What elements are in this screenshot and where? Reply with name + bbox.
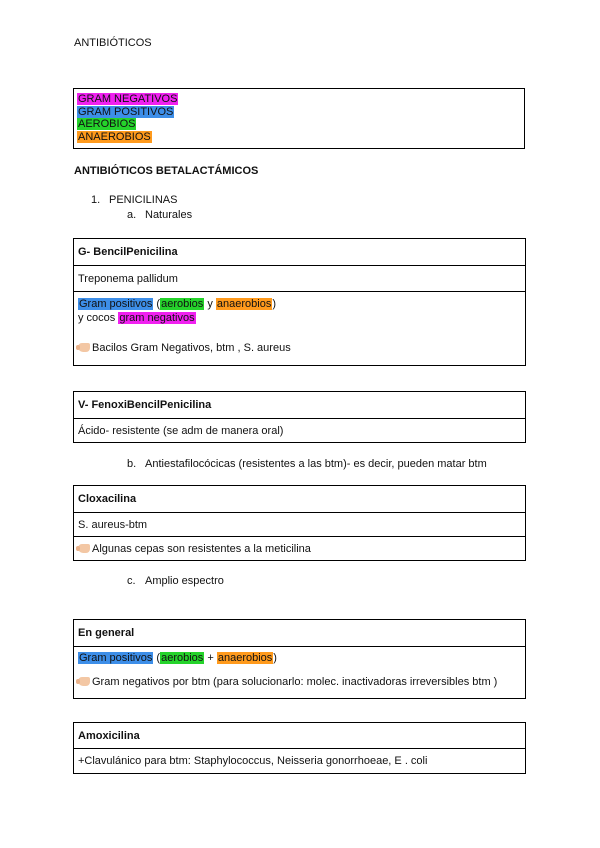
text: ( xyxy=(153,298,161,310)
list-label: Amplio espectro xyxy=(145,575,224,587)
list-letter: b. xyxy=(127,458,137,470)
note-text: Bacilos Gram Negativos, btm , S. aureus xyxy=(92,342,291,354)
legend-gram-positivos: GRAM POSITIVOS xyxy=(78,105,174,118)
legend-gram-negativos: GRAM NEGATIVOS xyxy=(78,93,178,105)
table-row: +Clavulánico para btm: Staphylococcus, Neisseria gonorrhoeae, E . coli xyxy=(74,748,525,773)
table-header: Cloxacilina xyxy=(78,493,137,505)
highlight-anaerobios: anaerobios xyxy=(216,298,272,310)
table-row xyxy=(74,536,525,560)
table-row: Treponema pallidum xyxy=(74,265,525,291)
list-label: Antiestafilocócicas (resistentes a las btm)- es decir, pueden matar btm xyxy=(145,458,487,470)
note-text: Algunas cepas son resistentes a la meticilina xyxy=(92,542,311,555)
list-item-naturales xyxy=(127,209,192,221)
pointing-hand-icon xyxy=(78,343,90,352)
pointing-hand-icon xyxy=(78,544,90,553)
table-v-fenoxibencilpenicilina xyxy=(73,391,526,443)
text: y xyxy=(204,298,216,310)
pointing-hand-icon xyxy=(78,677,90,686)
table-g-bencilpenicilina xyxy=(73,238,526,366)
highlight-gram-positivos: Gram positivos xyxy=(79,298,153,310)
highlight-gram-negativos: gram negativos xyxy=(119,312,195,324)
table-header: G- BencilPenicilina xyxy=(78,246,178,258)
list-letter: c. xyxy=(127,575,136,587)
text: ( xyxy=(153,652,161,664)
table-cloxacilina xyxy=(73,485,526,561)
highlight-gram-positivos: Gram positivos xyxy=(79,652,153,664)
list-item-penicilinas xyxy=(91,194,177,206)
highlight-anaerobios: anaerobios xyxy=(217,652,273,664)
table-header: En general xyxy=(78,627,135,639)
text: ) xyxy=(273,652,277,664)
list-item-amplio-espectro xyxy=(127,575,224,587)
highlight-aerobios: aerobios xyxy=(161,652,204,664)
list-letter: a. xyxy=(127,209,137,221)
table-row xyxy=(74,291,525,365)
note-text: Gram negativos por btm (para solucionarlo: molec. inactivadoras irreversibles btm ) xyxy=(92,676,498,688)
legend-anaerobios: ANAEROBIOS xyxy=(78,130,151,143)
section-heading: ANTIBIÓTICOS BETALACTÁMICOS xyxy=(74,165,259,177)
list-label: PENICILINAS xyxy=(109,194,178,206)
table-header: Amoxicilina xyxy=(78,729,140,742)
page-title: ANTIBIÓTICOS xyxy=(74,37,152,49)
list-item-antiestafilococicas xyxy=(127,458,487,470)
list-label: Naturales xyxy=(145,209,193,221)
table-amoxicilina xyxy=(73,722,526,774)
list-number: 1. xyxy=(91,194,101,206)
table-row: Ácido- resistente (se adm de manera oral) xyxy=(74,418,525,442)
legend-aerobios: AEROBIOS xyxy=(78,118,136,131)
table-header: V- FenoxiBencilPenicilina xyxy=(78,399,212,411)
table-row: S. aureus-btm xyxy=(74,512,525,536)
table-row xyxy=(74,646,525,698)
highlight-aerobios: aerobios xyxy=(161,298,204,310)
text: ) xyxy=(272,298,277,310)
table-en-general xyxy=(73,619,526,699)
text: y cocos xyxy=(78,312,119,324)
text: + xyxy=(204,652,217,664)
color-legend xyxy=(73,88,525,149)
